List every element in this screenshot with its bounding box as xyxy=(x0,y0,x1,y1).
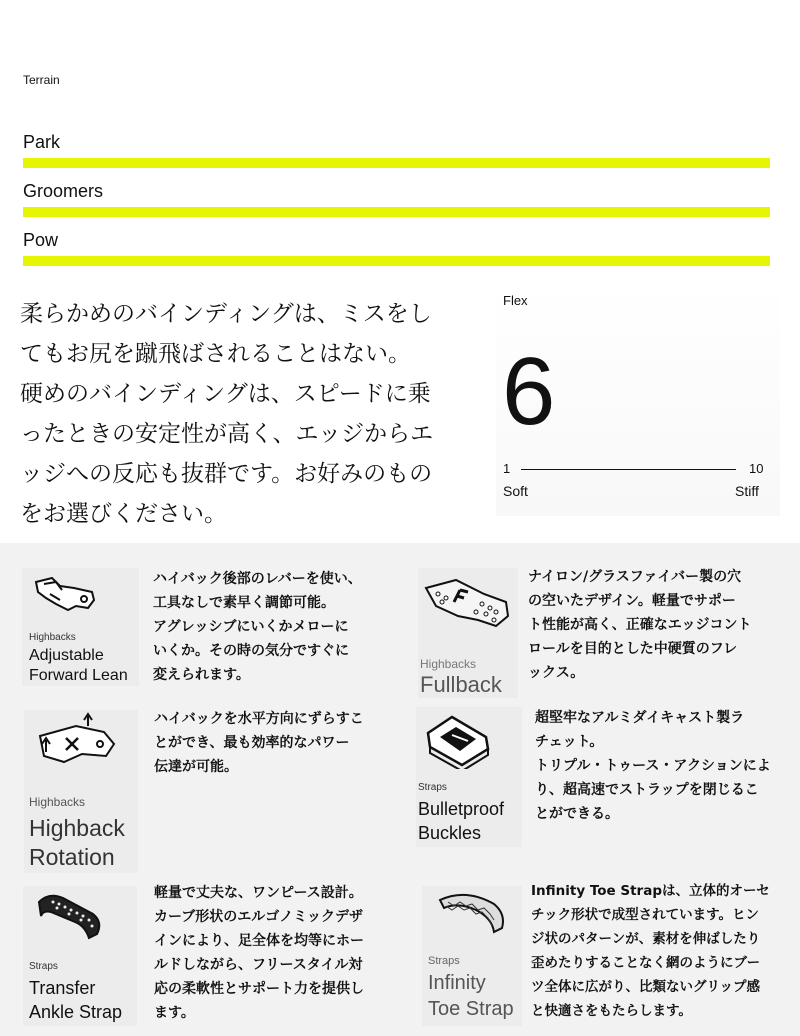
feature-desc-line: ックス。 xyxy=(528,665,585,681)
feature-category: Straps xyxy=(418,782,447,793)
flex-soft-label: Soft xyxy=(503,483,528,499)
buckle-icon xyxy=(422,711,494,769)
terrain-label: Pow xyxy=(23,230,59,250)
forward-lean-lever-icon xyxy=(30,574,100,620)
features-section xyxy=(0,543,800,1036)
description-line: ったときの安定性が高く、エッジからエ xyxy=(20,421,434,447)
feature-desc-line: と快適さをもたらします。 xyxy=(531,1003,692,1019)
fullback-plate-icon xyxy=(422,576,512,630)
feature-description xyxy=(154,881,410,1025)
feature-name-line: Buckles xyxy=(418,823,482,843)
feature-desc-line: 変えられます。 xyxy=(153,667,250,683)
feature-desc-line: 軽量で丈夫な、ワンピース設計。 xyxy=(154,885,363,901)
feature-description xyxy=(153,567,403,687)
feature-desc-line: トリプル・トゥース・アクションによ xyxy=(535,758,771,774)
feature-description xyxy=(535,706,795,826)
feature-name-line: Transfer xyxy=(29,978,96,998)
feature-name xyxy=(29,646,149,686)
toe-strap-icon xyxy=(436,886,510,936)
feature-desc-line: り、超高速でストラップを閉じるこ xyxy=(535,782,759,798)
feature-name-line: Infinity xyxy=(428,972,486,994)
feature-name-line: Toe Strap xyxy=(428,998,514,1020)
feature-category: Straps xyxy=(428,955,460,967)
feature-name-line: Rotation xyxy=(29,844,115,870)
feature-name-line: Ankle Strap xyxy=(29,1002,123,1022)
feature-name xyxy=(418,797,504,845)
feature-desc-line: ツ全体に広がり、比類ないグリップ感 xyxy=(531,979,760,995)
feature-desc-line: アグレッシブにいくかメローに xyxy=(153,619,349,635)
feature-category: Straps xyxy=(29,961,58,972)
feature-description xyxy=(531,879,799,1023)
feature-desc-line: ナイロン/グラスファイバー製の穴 xyxy=(528,569,742,585)
terrain-row-groomers xyxy=(23,180,770,202)
terrain-title: Terrain xyxy=(23,73,60,87)
feature-desc-line: いくか。その時の気分ですぐに xyxy=(153,643,349,659)
terrain-row-park xyxy=(23,131,770,153)
feature-desc-line: 超堅牢なアルミダイキャスト製ラ xyxy=(535,710,745,726)
flex-scale-max: 10 xyxy=(749,461,764,476)
feature-name xyxy=(29,976,122,1024)
description-line: をお選びください。 xyxy=(20,501,227,527)
feature-desc-line: 工具なしで素早く調節可能。 xyxy=(153,595,335,611)
feature-desc-line: チック形状で成型されています。ヒン xyxy=(531,907,760,923)
flex-value: 6 xyxy=(502,338,556,445)
feature-category: Highbacks xyxy=(29,632,76,643)
feature-name-line: Bulletproof xyxy=(418,799,505,819)
flex-card xyxy=(496,284,780,516)
terrain-bar xyxy=(23,256,770,266)
feature-card xyxy=(418,568,518,698)
feature-name xyxy=(29,814,125,872)
ankle-strap-icon xyxy=(35,890,105,942)
feature-description xyxy=(154,707,404,779)
feature-desc-line: ト性能が高く、正確なエッジコント xyxy=(528,617,752,633)
feature-name-line: Adjustable xyxy=(29,647,104,664)
feature-description xyxy=(528,565,798,685)
feature-desc-line: 歪めたりすることなく網のようにブー xyxy=(531,955,761,971)
feature-desc-line: 伝達が可能。 xyxy=(154,759,238,775)
feature-desc-line: とができる。 xyxy=(535,806,619,822)
description-line: ッジへの反応も抜群です。お好みのもの xyxy=(20,461,433,487)
feature-desc-line: 応の柔軟性とサポート力を提供し xyxy=(154,981,364,997)
flex-scale-min: 1 xyxy=(503,461,511,476)
flex-title: Flex xyxy=(503,293,528,308)
feature-desc-line: ハイバック後部のレバーを使い、 xyxy=(153,571,362,587)
feature-category: Highbacks xyxy=(29,795,86,809)
feature-name-line: Highback xyxy=(29,815,125,841)
feature-category: Highbacks xyxy=(420,657,477,671)
feature-desc-line: ジ状のパターンが、素材を伸ばしたり xyxy=(531,931,761,947)
feature-desc-line: ルドしながら、フリースタイル対 xyxy=(154,957,363,973)
feature-card xyxy=(24,710,138,873)
feature-card xyxy=(416,707,522,847)
terrain-label: Park xyxy=(23,132,61,152)
feature-desc-line: カーブ形状のエルゴノミックデザ xyxy=(154,909,364,925)
feature-desc-line: ハイバックを水平方向にずらすこ xyxy=(154,711,364,727)
feature-desc-line: ロールを目的とした中硬質のフレ xyxy=(528,641,738,657)
flex-stiff-label: Stiff xyxy=(735,483,759,499)
feature-desc-line: Infinity Toe Strapは、立体的オーセ xyxy=(531,883,770,899)
flex-description xyxy=(20,294,460,534)
feature-desc-line: チェット。 xyxy=(535,734,604,750)
terrain-label: Groomers xyxy=(23,181,104,201)
description-line: 柔らかめのバインディングは、ミスをし xyxy=(20,301,432,327)
feature-name-line: Forward Lean xyxy=(29,667,128,684)
feature-name xyxy=(420,672,502,698)
feature-card xyxy=(22,568,139,686)
feature-desc-line: インにより、足全体を均等にホー xyxy=(154,933,364,949)
feature-desc-line: ます。 xyxy=(154,1005,195,1021)
feature-name-line: Fullback xyxy=(420,672,502,697)
terrain-row-pow xyxy=(23,229,770,251)
feature-card xyxy=(422,886,522,1026)
feature-desc-line: の空いたデザイン。軽量でサポー xyxy=(528,593,736,609)
terrain-bar xyxy=(23,207,770,217)
flex-scale-line xyxy=(521,469,736,470)
terrain-bar xyxy=(23,158,770,168)
feature-card xyxy=(23,886,137,1026)
highback-rotation-icon xyxy=(34,712,120,772)
feature-name xyxy=(428,970,514,1022)
description-line: てもお尻を蹴飛ばされることはない。 xyxy=(20,341,411,367)
description-line: 硬めのバインディングは、スピードに乗 xyxy=(20,381,431,407)
feature-desc-line: とができ、最も効率的なパワー xyxy=(154,735,350,751)
